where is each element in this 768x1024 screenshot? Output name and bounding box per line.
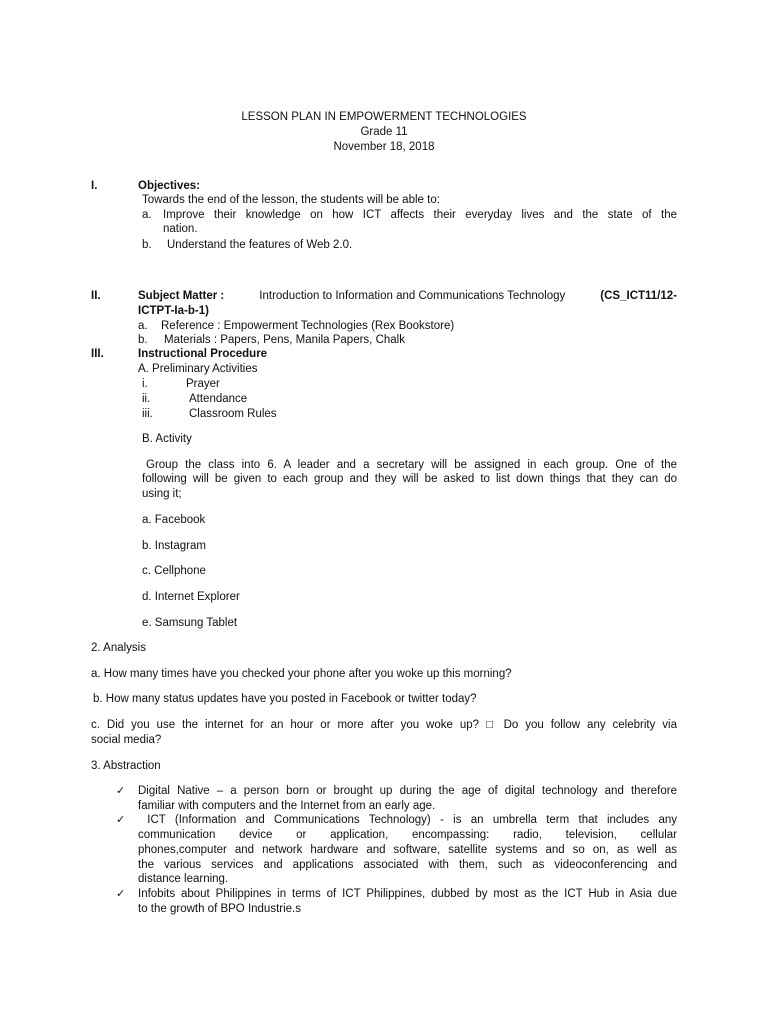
activity-option-samsung-tablet: e. Samsung Tablet [142,617,238,629]
materials-text: Materials : Papers, Pens, Manila Papers, Chalk [164,334,405,346]
preliminary-marker-ii: ii. [142,393,151,405]
analysis-question-c-line2: social media? [91,734,162,746]
subject-matter-line1 [138,289,677,304]
section-numeral-2: II. [91,290,101,302]
document-title: LESSON PLAN IN EMPOWERMENT TECHNOLOGIES [241,111,527,123]
objective-b-text: Understand the features of Web 2.0. [167,239,353,251]
subject-matter-text: Introduction to Information and Communications Technology [259,290,566,302]
objective-marker-b: b. [142,239,152,251]
activity-option-cellphone: c. Cellphone [142,565,206,577]
analysis-question-c-line1: c. Did you use the internet for an hour or more after you woke up? □ Do you follow any celebrity via [91,719,677,731]
activity-option-instagram: b. Instagram [142,540,206,552]
ict-definition-line2: communication device or application, encompassing: radio, television, cellular [138,829,677,841]
preliminary-marker-iii: iii. [142,408,153,420]
activity-paragraph-line1: Group the class into 6. A leader and a secretary will be assigned in each group. One of the [146,459,677,471]
preliminary-attendance: Attendance [189,393,248,405]
ict-definition-line1: ICT (Information and Communications Technology) - is an umbrella term that includes any [138,814,677,826]
analysis-question-b: b. How many status updates have you posted in Facebook or twitter today? [93,693,477,705]
infobits-line2: to the growth of BPO Industrie.s [138,903,301,915]
procedure-heading: Instructional Procedure [138,348,268,360]
abstraction-heading: 3. Abstraction [91,760,161,772]
preliminary-heading: A. Preliminary Activities [138,363,258,375]
reference-marker: a. [138,320,148,332]
checkmark-icon: ✓ [116,888,126,900]
reference-text: Reference : Empowerment Technologies (Rex Bookstore) [161,320,455,332]
subject-matter-label: Subject Matter : [138,290,225,302]
checkmark-icon: ✓ [116,814,126,826]
subject-matter-code-line2: ICTPT-Ia-b-1) [138,305,209,317]
preliminary-classroom-rules: Classroom Rules [189,408,277,420]
section-numeral-3: III. [91,348,104,360]
checkmark-icon: ✓ [116,785,126,797]
ict-definition-line4: the various services and applications associated with them, such as videoconferencing and [138,859,677,871]
section-numeral-1: I. [91,180,98,192]
objective-a-line1: Improve their knowledge on how ICT affects their everyday lives and the state of the [163,209,677,221]
preliminary-marker-i: i. [142,378,148,390]
subject-matter-code: (CS_ICT11/12- [600,290,677,302]
objective-a-line2: nation. [163,223,198,235]
objectives-heading: Objectives: [138,180,200,192]
ict-definition-line3: phones,computer and network hardware and software, satellite systems and so on, as well as [138,844,677,856]
activity-option-internet-explorer: d. Internet Explorer [142,591,240,603]
objective-marker-a: a. [142,209,152,221]
preliminary-prayer: Prayer [186,378,220,390]
activity-option-facebook: a. Facebook [142,514,206,526]
materials-marker: b. [138,334,148,346]
digital-native-line2: familiar with computers and the Internet from an early age. [138,800,436,812]
digital-native-line1: Digital Native – a person born or brought up during the age of digital technology and therefore [138,785,677,797]
infobits-line1: Infobits about Philippines in terms of ICT Philippines, dubbed by most as the ICT Hub in Asia due [138,888,677,900]
activity-heading: B. Activity [142,433,192,445]
analysis-question-a: a. How many times have you checked your phone after you woke up this morning? [91,668,512,680]
document-date: November 18, 2018 [333,141,435,153]
document-grade: Grade 11 [360,126,408,138]
activity-paragraph-line3: using it; [142,488,182,500]
objectives-intro: Towards the end of the lesson, the students will be able to: [142,194,440,206]
ict-definition-line5: distance learning. [138,873,229,885]
analysis-heading: 2. Analysis [91,642,146,654]
activity-paragraph-line2: following will be given to each group and they will be asked to list down things that they can do [142,473,677,485]
